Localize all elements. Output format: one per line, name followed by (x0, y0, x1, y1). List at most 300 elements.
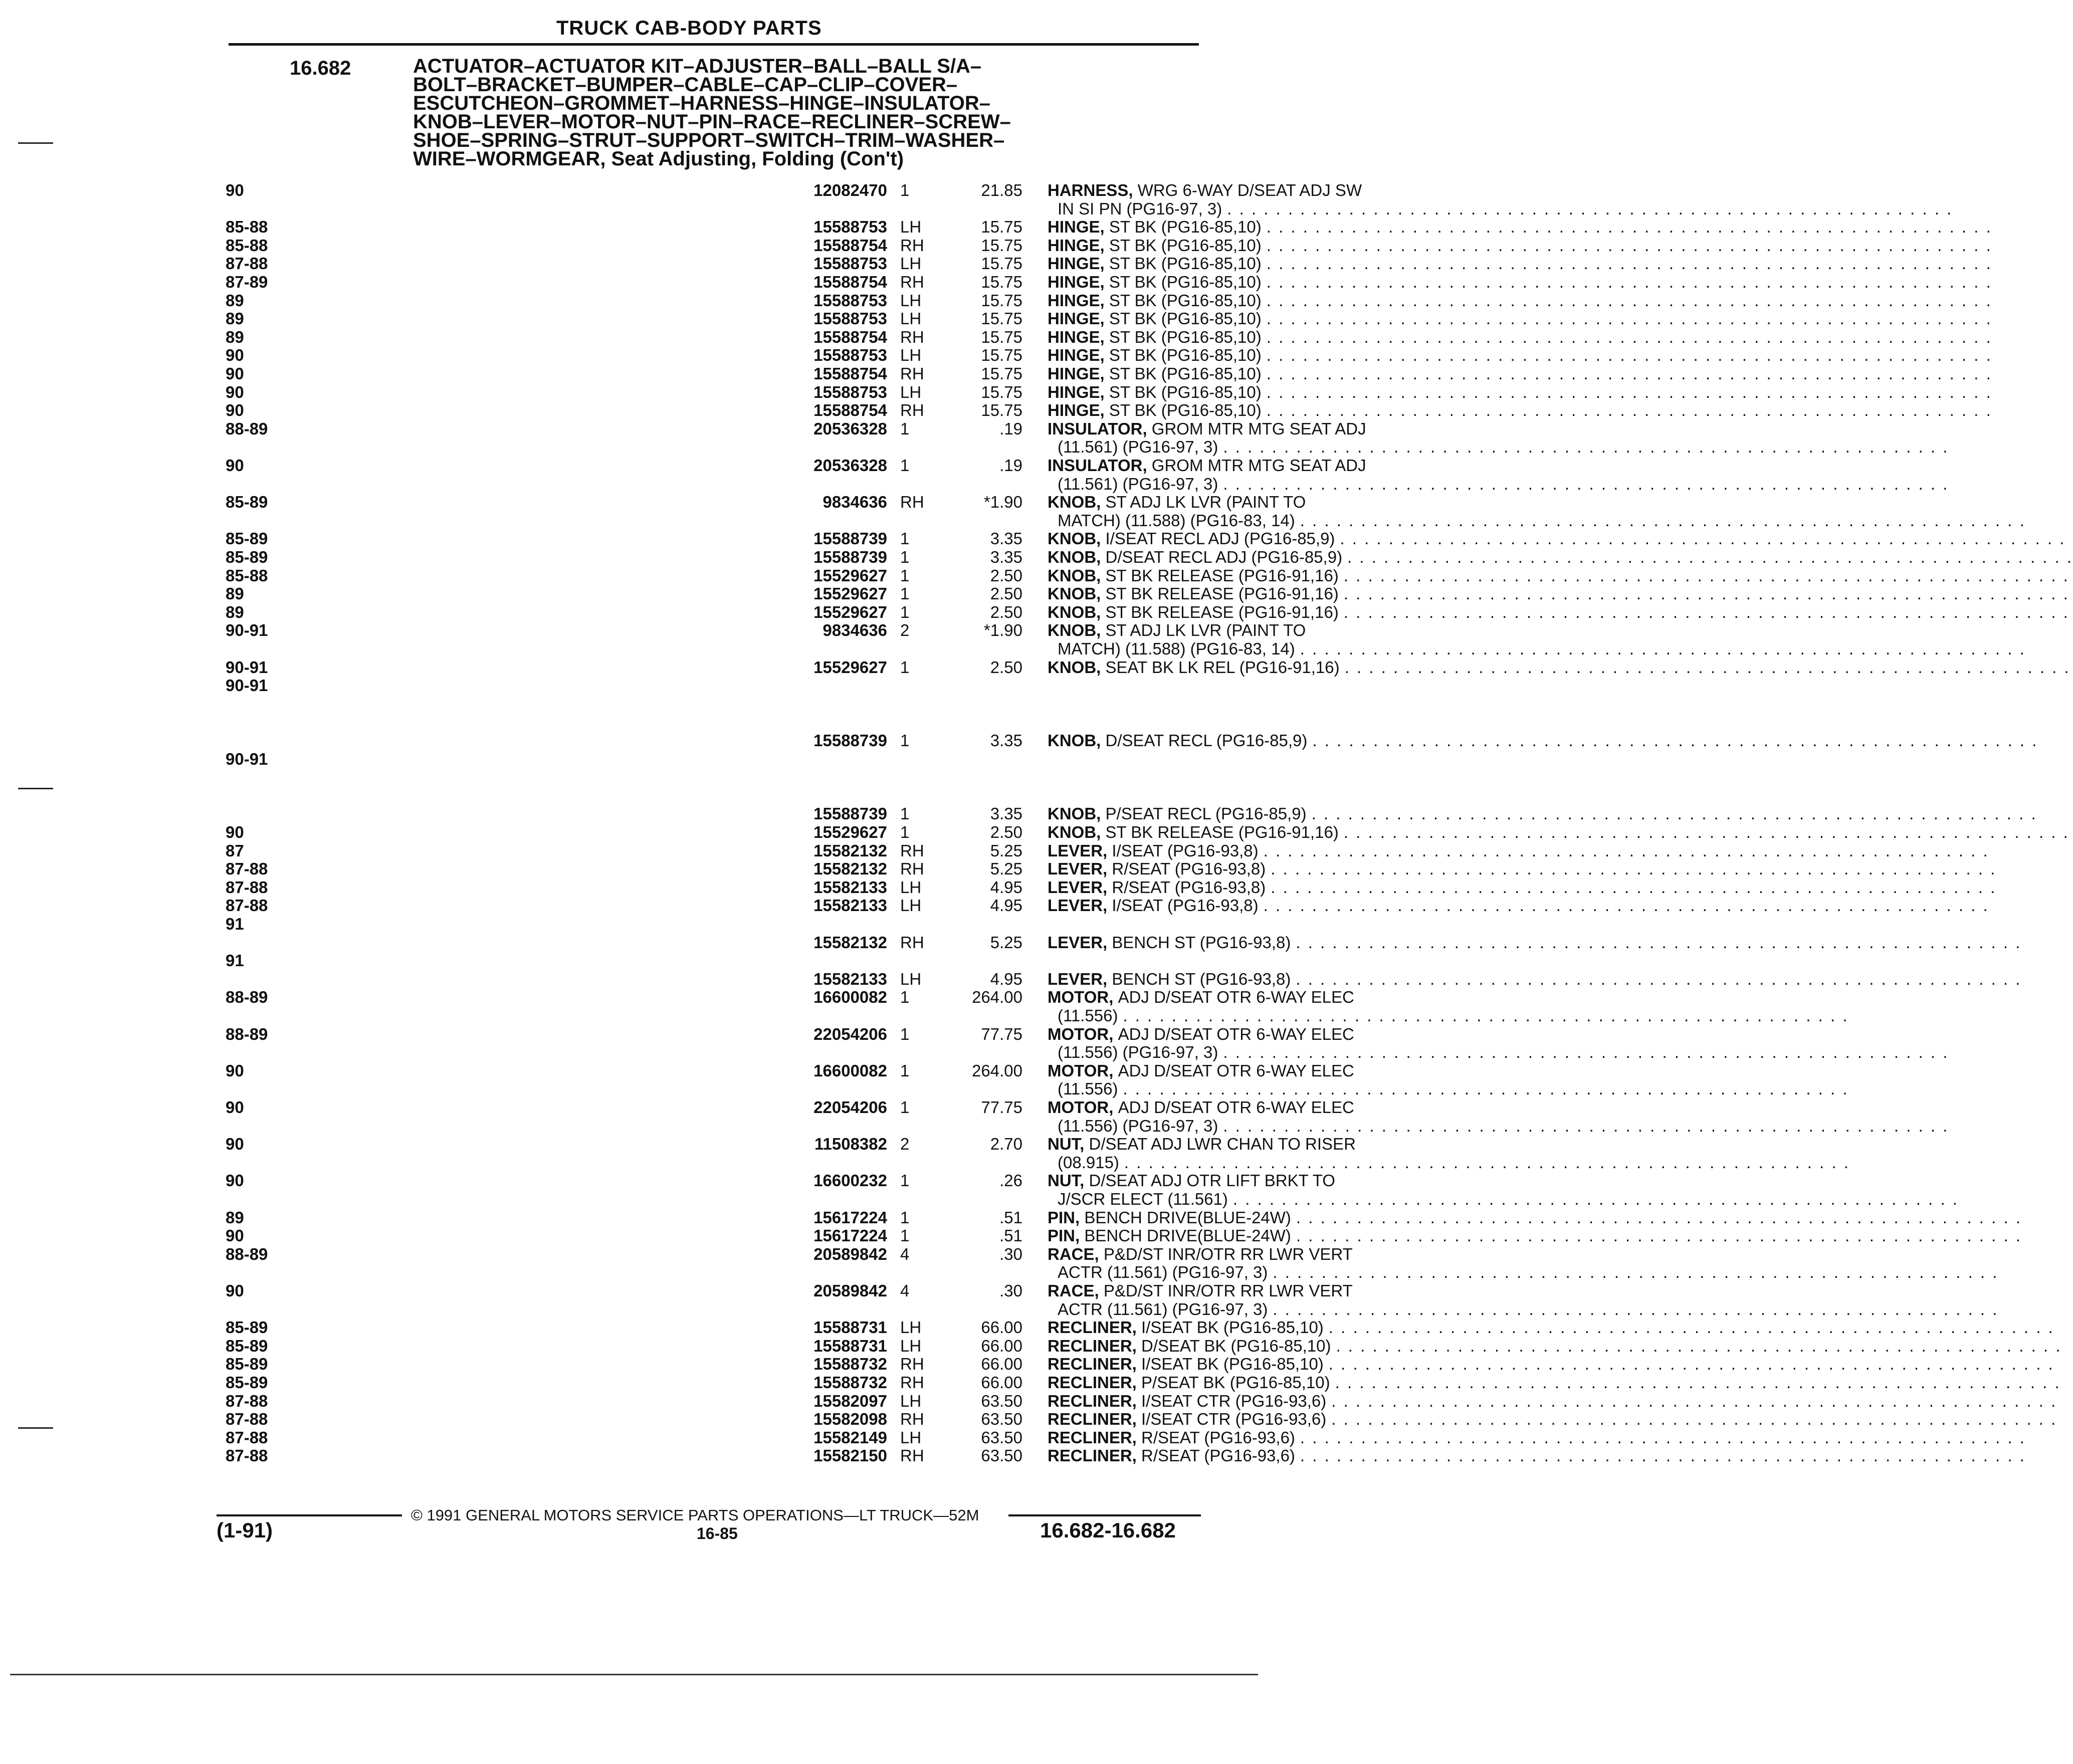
model-year: 90 (226, 1135, 244, 1154)
leader-dots: . . . . . . . . . . . . . . . . . . . . . . . . . . . . . . . . . . . . . . . . . . . . . . . . . . . . . . . . . . . . (1223, 437, 1949, 457)
model-year: 90 (226, 382, 244, 401)
description (1048, 1061, 1849, 1098)
description-text: P/SEAT BK (PG16-85,10) (1141, 1373, 1330, 1392)
leader-dots: . . . . . . . . . . . . . . . . . . . . . . . . . . . . . . . . . . . . . . . . . . . . . . . . . . . . . . . . . . . . (1271, 859, 1997, 878)
part-number: 20589842 (813, 1244, 887, 1263)
description-text: (11.556) (PG16-97, 3) (1058, 1043, 1218, 1062)
leader-dots: . . . . . . . . . . . . . . . . . . . . . . . . . . . . . . . . . . . . . . . . . . . . . . . . . . . . . . . . . . . . (1343, 566, 2069, 585)
part-noun: NUT, (1048, 1171, 1085, 1190)
price: 15.75 (981, 382, 1022, 401)
price: 63.50 (981, 1410, 1022, 1429)
model-year: 90-91 (226, 676, 268, 695)
description (1048, 877, 1997, 897)
part-number: 16600082 (813, 988, 887, 1007)
description-text: (11.556) (PG16-97, 3) (1058, 1116, 1218, 1135)
price: 15.75 (981, 327, 1022, 346)
part-number: 15582132 (813, 859, 887, 878)
description (1048, 1098, 1949, 1135)
part-number: 15582132 (813, 841, 887, 860)
price: 21.85 (981, 181, 1022, 199)
quantity: LH (900, 877, 922, 897)
description (1048, 401, 1992, 420)
description-text: (11.561) (PG16-97, 3) (1058, 437, 1218, 457)
description-text: ADJ D/SEAT OTR 6-WAY ELEC (1118, 1098, 1354, 1117)
part-row (226, 1098, 1949, 1135)
part-number: 15582149 (813, 1428, 887, 1447)
description (1048, 933, 2022, 952)
description (1048, 859, 1997, 878)
part-row (226, 1244, 1999, 1282)
part-noun: RACE, (1048, 1244, 1099, 1263)
model-year: 87-88 (226, 896, 268, 915)
model-year: 87-88 (226, 859, 268, 878)
model-year: 85-88 (226, 217, 268, 237)
description-text: (11.556) (1058, 1079, 1118, 1098)
description-text: D/SEAT RECL ADJ (PG16-85,9) (1105, 548, 1343, 566)
margin-mark (18, 142, 53, 144)
part-number: 20589842 (813, 1281, 887, 1300)
description-text: ADJ D/SEAT OTR 6-WAY ELEC (1118, 1024, 1354, 1043)
model-year: 88-89 (226, 1024, 268, 1043)
part-number: 15529627 (813, 584, 887, 603)
quantity: RH (900, 841, 924, 860)
price: 77.75 (981, 1098, 1022, 1117)
model-year: 87-89 (226, 273, 268, 291)
description (1048, 529, 2066, 548)
part-noun: KNOB, (1048, 657, 1101, 677)
part-noun: LEVER, (1048, 877, 1108, 897)
model-year: 90 (226, 1061, 244, 1080)
part-row (226, 1373, 2061, 1392)
part-row (226, 548, 2073, 567)
part-row (226, 493, 2026, 530)
price: 15.75 (981, 364, 1022, 383)
leader-dots: . . . . . . . . . . . . . . . . . . . . . . . . . . . . . . . . . . . . . . . . . . . . . . . . . . . . . . . . . . . . (1223, 1116, 1949, 1135)
price: .30 (999, 1281, 1022, 1300)
description (1048, 1135, 1850, 1172)
part-noun: HINGE, (1048, 382, 1105, 401)
part-noun: KNOB, (1048, 529, 1101, 548)
description (1048, 181, 1953, 218)
footer-section-range: 16.682-16.682 (1040, 1518, 1176, 1542)
price: 264.00 (972, 1061, 1022, 1080)
description (1048, 456, 1949, 493)
part-noun: HINGE, (1048, 254, 1105, 273)
part-noun: LEVER, (1048, 969, 1108, 988)
price: 15.75 (981, 236, 1022, 255)
price: 77.75 (981, 1024, 1022, 1043)
leader-dots: . . . . . . . . . . . . . . . . . . . . . . . . . . . . . . . . . . . . . . . . . . . . . . . . . . . . . . . . . . . . (1296, 1226, 2022, 1245)
description (1048, 602, 2069, 622)
quantity: 1 (900, 181, 910, 199)
part-number: 15582133 (813, 896, 887, 915)
price: .30 (999, 1244, 1022, 1263)
part-noun: LEVER, (1048, 896, 1108, 915)
part-number: 15582132 (813, 933, 887, 952)
description-text: WRG 6-WAY D/SEAT ADJ SW (1137, 181, 1362, 199)
price: 66.00 (981, 1373, 1022, 1392)
part-number: 15588753 (813, 309, 887, 328)
leader-dots: . . . . . . . . . . . . . . . . . . . . . . . . . . . . . . . . . . . . . . . . . . . . . . . . . . . . . . . . . . . . (1300, 511, 2026, 530)
part-row (226, 1135, 1850, 1172)
part-row (226, 401, 1992, 420)
margin-mark (18, 788, 53, 789)
model-year: 85-89 (226, 548, 268, 566)
leader-dots: . . . . . . . . . . . . . . . . . . . . . . . . . . . . . . . . . . . . . . . . . . . . . . . . . . . . . . . . . . . . (1266, 401, 1992, 420)
description (1048, 621, 2026, 658)
leader-dots: . . . . . . . . . . . . . . . . . . . . . . . . . . . . . . . . . . . . . . . . . . . . . . . . . . . . . . . . . . . . (1312, 731, 2038, 750)
description-text: I/SEAT BK (PG16-85,10) (1141, 1355, 1324, 1374)
description (1048, 1428, 2026, 1447)
leader-dots: . . . . . . . . . . . . . . . . . . . . . . . . . . . . . . . . . . . . . . . . . . . . . . . . . . . . . . . . . . . . (1232, 1189, 1959, 1208)
part-number: 15582150 (813, 1446, 887, 1465)
part-row (226, 676, 2038, 750)
price: 3.35 (990, 548, 1022, 566)
price: 15.75 (981, 401, 1022, 420)
description (1048, 988, 1849, 1025)
description-text: ST BK RELEASE (PG16-91,16) (1105, 602, 1339, 621)
price: 5.25 (990, 933, 1022, 952)
part-noun: HINGE, (1048, 364, 1105, 383)
model-year: 88-89 (226, 1244, 268, 1263)
description-text: GROM MTR MTG SEAT ADJ (1151, 456, 1366, 475)
part-row (226, 602, 2069, 622)
leader-dots: . . . . . . . . . . . . . . . . . . . . . . . . . . . . . . . . . . . . . . . . . . . . . . . . . . . . . . . . . . . . (1266, 327, 1992, 346)
quantity: 1 (900, 584, 910, 603)
leader-dots: . . . . . . . . . . . . . . . . . . . . . . . . . . . . . . . . . . . . . . . . . . . . . . . . . . . . . . . . . . . . (1266, 236, 1992, 255)
description-text: ACTR (11.561) (PG16-97, 3) (1058, 1299, 1268, 1318)
model-year: 89 (226, 584, 244, 603)
part-row (226, 1171, 1959, 1208)
model-year: 85-88 (226, 236, 268, 255)
part-row (226, 896, 1989, 915)
leader-dots: . . . . . . . . . . . . . . . . . . . . . . . . . . . . . . . . . . . . . . . . . . . . . . . . . . . . . . . . . . . . (1271, 877, 1997, 897)
quantity: 1 (900, 823, 910, 841)
leader-dots: . . . . . . . . . . . . . . . . . . . . . . . . . . . . . . . . . . . . . . . . . . . . . . . . . . . . . . . . . . . . (1266, 346, 1992, 365)
description (1048, 382, 1992, 402)
description-text: BENCH DRIVE(BLUE-24W) (1084, 1208, 1291, 1227)
model-year: 91 (226, 915, 244, 933)
part-noun: HINGE, (1048, 273, 1105, 291)
model-year: 85-89 (226, 1355, 268, 1374)
description-text: GROM MTR MTG SEAT ADJ (1151, 419, 1366, 438)
description-text: IN SI PN (PG16-97, 3) (1058, 199, 1222, 218)
price: 2.50 (990, 823, 1022, 841)
quantity: 1 (900, 731, 910, 750)
quantity: 1 (900, 1171, 910, 1190)
footer-rule-right (1008, 1514, 1201, 1516)
description-text: ST BK (PG16-85,10) (1109, 291, 1262, 310)
model-year: 85-89 (226, 1373, 268, 1392)
description-text: I/SEAT RECL ADJ (PG16-85,9) (1105, 529, 1335, 548)
description (1048, 896, 1989, 915)
part-number: 15529627 (813, 823, 887, 841)
description (1048, 1373, 2061, 1392)
part-row (226, 877, 1997, 897)
leader-dots: . . . . . . . . . . . . . . . . . . . . . . . . . . . . . . . . . . . . . . . . . . . . . . . . . . . . . . . . . . . . (1331, 1391, 2057, 1410)
part-noun: HINGE, (1048, 346, 1105, 365)
quantity: 1 (900, 1208, 910, 1227)
description-text: R/SEAT (PG16-93,8) (1112, 859, 1266, 878)
price: .26 (999, 1171, 1022, 1190)
model-year: 85-88 (226, 566, 268, 585)
quantity: 1 (900, 1061, 910, 1080)
price: 5.25 (990, 859, 1022, 878)
part-noun: HINGE, (1048, 236, 1105, 255)
leader-dots: . . . . . . . . . . . . . . . . . . . . . . . . . . . . . . . . . . . . . . . . . . . . . . . . . . . . . . . . . . . . (1300, 639, 2026, 658)
description (1048, 731, 2038, 750)
description (1048, 493, 2026, 530)
description-text: D/SEAT ADJ LWR CHAN TO RISER (1089, 1135, 1356, 1154)
quantity: LH (900, 254, 922, 273)
model-year: 90 (226, 1226, 244, 1245)
part-noun: KNOB, (1048, 731, 1101, 750)
section-title-line: SHOE–SPRING–STRUT–SUPPORT–SWITCH–TRIM–WASHER– (413, 129, 1005, 151)
description-text: BENCH ST (PG16-93,8) (1112, 933, 1291, 952)
description-text: (11.556) (1058, 1006, 1118, 1025)
part-noun: HARNESS, (1048, 181, 1133, 199)
leader-dots: . . . . . . . . . . . . . . . . . . . . . . . . . . . . . . . . . . . . . . . . . . . . . . . . . . . . . . . . . . . . (1296, 933, 2022, 952)
model-year: 87-88 (226, 1391, 268, 1410)
part-number: 15588754 (813, 236, 887, 255)
leader-dots: . . . . . . . . . . . . . . . . . . . . . . . . . . . . . . . . . . . . . . . . . . . . . . . . . . . . . . . . . . . . (1343, 602, 2069, 621)
quantity: LH (900, 291, 922, 310)
quantity: RH (900, 493, 924, 512)
part-row (226, 1061, 1849, 1098)
part-noun: KNOB, (1048, 548, 1101, 566)
description-text: I/SEAT BK (PG16-85,10) (1141, 1318, 1324, 1337)
model-year: 90 (226, 401, 244, 420)
section-title (413, 57, 1105, 168)
leader-dots: . . . . . . . . . . . . . . . . . . . . . . . . . . . . . . . . . . . . . . . . . . . . . . . . . . . . . . . . . . . . (1347, 548, 2073, 566)
part-noun: KNOB, (1048, 584, 1101, 603)
leader-dots: . . . . . . . . . . . . . . . . . . . . . . . . . . . . . . . . . . . . . . . . . . . . . . . . . . . . . . . . . . . . (1273, 1299, 1999, 1318)
part-row (226, 1410, 2057, 1429)
part-noun: LEVER, (1048, 933, 1108, 952)
model-year: 90-91 (226, 657, 268, 677)
part-noun: RECLINER, (1048, 1373, 1137, 1392)
part-number: 20536328 (813, 419, 887, 438)
leader-dots: . . . . . . . . . . . . . . . . . . . . . . . . . . . . . . . . . . . . . . . . . . . . . . . . . . . . . . . . . . . . (1300, 1428, 2026, 1447)
quantity: 1 (900, 456, 910, 475)
leader-dots: . . . . . . . . . . . . . . . . . . . . . . . . . . . . . . . . . . . . . . . . . . . . . . . . . . . . . . . . . . . . (1266, 364, 1992, 383)
description-text: ST BK RELEASE (PG16-91,16) (1105, 823, 1339, 841)
leader-dots: . . . . . . . . . . . . . . . . . . . . . . . . . . . . . . . . . . . . . . . . . . . . . . . . . . . . . . . . . . . . (1266, 273, 1992, 291)
description-text: I/SEAT (PG16-93,8) (1112, 896, 1259, 915)
description-text: I/SEAT (PG16-93,8) (1112, 841, 1259, 860)
quantity: LH (900, 969, 922, 988)
model-year: 87 (226, 841, 244, 860)
part-noun: RECLINER, (1048, 1410, 1137, 1429)
part-row (226, 382, 1992, 402)
part-number: 11508382 (814, 1135, 887, 1154)
price: 15.75 (981, 309, 1022, 328)
quantity: RH (900, 364, 924, 383)
quantity: 1 (900, 1226, 910, 1245)
part-number: 15582133 (813, 969, 887, 988)
leader-dots: . . . . . . . . . . . . . . . . . . . . . . . . . . . . . . . . . . . . . . . . . . . . . . . . . . . . . . . . . . . . (1123, 1079, 1849, 1098)
leader-dots: . . . . . . . . . . . . . . . . . . . . . . . . . . . . . . . . . . . . . . . . . . . . . . . . . . . . . . . . . . . . (1343, 823, 2069, 841)
description (1048, 236, 1992, 255)
header-rule (229, 43, 1199, 46)
description-text: D/SEAT BK (PG16-85,10) (1141, 1336, 1331, 1355)
part-noun: LEVER, (1048, 859, 1108, 878)
model-year: 87-88 (226, 877, 268, 897)
part-noun: MOTOR, (1048, 1098, 1114, 1117)
model-year: 87-88 (226, 1428, 268, 1447)
description-text: ST BK (PG16-85,10) (1109, 346, 1262, 365)
price: 2.50 (990, 584, 1022, 603)
model-year: 87-88 (226, 1446, 268, 1465)
part-noun: RECLINER, (1048, 1318, 1137, 1337)
part-number: 15588754 (813, 364, 887, 383)
description (1048, 254, 1992, 273)
part-number: 15529627 (813, 657, 887, 677)
leader-dots: . . . . . . . . . . . . . . . . . . . . . . . . . . . . . . . . . . . . . . . . . . . . . . . . . . . . . . . . . . . . (1124, 1153, 1850, 1172)
description (1048, 804, 2037, 823)
model-year: 91 (226, 951, 244, 970)
description-text: ST BK (PG16-85,10) (1109, 273, 1262, 291)
part-noun: HINGE, (1048, 291, 1105, 310)
part-noun: RECLINER, (1048, 1428, 1137, 1447)
leader-dots: . . . . . . . . . . . . . . . . . . . . . . . . . . . . . . . . . . . . . . . . . . . . . . . . . . . . . . . . . . . . (1328, 1318, 2054, 1337)
description-text: P&D/ST INR/OTR RR LWR VERT (1103, 1281, 1353, 1300)
part-row (226, 1336, 2062, 1356)
model-year: 87-88 (226, 1410, 268, 1429)
description (1048, 1336, 2062, 1356)
part-number: 15588732 (813, 1355, 887, 1374)
description (1048, 1410, 2057, 1429)
footer-rule-left (217, 1514, 402, 1516)
part-number: 15588731 (813, 1318, 887, 1337)
price: 15.75 (981, 217, 1022, 237)
description-text: ST BK (PG16-85,10) (1109, 364, 1262, 383)
price: 66.00 (981, 1355, 1022, 1374)
description (1048, 1355, 2054, 1374)
leader-dots: . . . . . . . . . . . . . . . . . . . . . . . . . . . . . . . . . . . . . . . . . . . . . . . . . . . . . . . . . . . . (1223, 474, 1949, 493)
model-year: 90 (226, 823, 244, 841)
part-row (226, 566, 2069, 585)
part-row (226, 273, 1992, 292)
description-text: ST BK (PG16-85,10) (1109, 382, 1262, 401)
price: 15.75 (981, 346, 1022, 365)
part-noun: PIN, (1048, 1208, 1080, 1227)
description (1048, 327, 1992, 347)
margin-mark (18, 1427, 53, 1429)
leader-dots: . . . . . . . . . . . . . . . . . . . . . . . . . . . . . . . . . . . . . . . . . . . . . . . . . . . . . . . . . . . . (1335, 1373, 2061, 1392)
model-year: 88-89 (226, 988, 268, 1007)
leader-dots: . . . . . . . . . . . . . . . . . . . . . . . . . . . . . . . . . . . . . . . . . . . . . . . . . . . . . . . . . . . . (1227, 199, 1953, 218)
description-text: MATCH) (11.588) (PG16-83, 14) (1058, 511, 1295, 530)
quantity: RH (900, 1446, 924, 1465)
part-noun: KNOB, (1048, 621, 1101, 640)
model-year: 90 (226, 1171, 244, 1190)
part-number: 15588754 (813, 401, 887, 420)
leader-dots: . . . . . . . . . . . . . . . . . . . . . . . . . . . . . . . . . . . . . . . . . . . . . . . . . . . . . . . . . . . . (1123, 1006, 1849, 1025)
part-row (226, 841, 1989, 860)
leader-dots: . . . . . . . . . . . . . . . . . . . . . . . . . . . . . . . . . . . . . . . . . . . . . . . . . . . . . . . . . . . . (1336, 1336, 2062, 1355)
footer-copyright: © 1991 GENERAL MOTORS SERVICE PARTS OPERATIONS—LT TRUCK—52M (411, 1506, 979, 1524)
description-text: R/SEAT (PG16-93,6) (1141, 1428, 1295, 1447)
description-text: BENCH DRIVE(BLUE-24W) (1084, 1226, 1291, 1245)
model-year: 90 (226, 1098, 244, 1117)
description-text: ST BK RELEASE (PG16-91,16) (1105, 584, 1339, 603)
part-number: 15588753 (813, 291, 887, 310)
description-text: ST BK (PG16-85,10) (1109, 309, 1262, 328)
part-number: 20536328 (813, 456, 887, 475)
part-noun: KNOB, (1048, 823, 1101, 841)
description (1048, 273, 1992, 292)
part-number: 15588754 (813, 327, 887, 346)
price: 3.35 (990, 529, 1022, 548)
part-row (226, 584, 2069, 603)
part-noun: HINGE, (1048, 327, 1105, 346)
model-year: 89 (226, 1208, 244, 1227)
description (1048, 1318, 2054, 1337)
part-noun: HINGE, (1048, 401, 1105, 420)
price: 2.50 (990, 602, 1022, 621)
description-text: ST ADJ LK LVR (PAINT TO (1105, 621, 1306, 640)
part-noun: MOTOR, (1048, 988, 1114, 1007)
model-year: 89 (226, 291, 244, 310)
leader-dots: . . . . . . . . . . . . . . . . . . . . . . . . . . . . . . . . . . . . . . . . . . . . . . . . . . . . . . . . . . . . (1266, 309, 1992, 328)
quantity: 4 (900, 1281, 910, 1300)
part-row (226, 529, 2066, 548)
page-header: TRUCK CAB-BODY PARTS (556, 17, 822, 39)
part-number: 15529627 (813, 566, 887, 585)
quantity: 1 (900, 602, 910, 621)
quantity: 1 (900, 1098, 910, 1117)
quantity: LH (900, 309, 922, 328)
quantity: 2 (900, 1135, 910, 1154)
part-row (226, 236, 1992, 255)
part-noun: INSULATOR, (1048, 419, 1147, 438)
description (1048, 1171, 1959, 1208)
price: .51 (999, 1208, 1022, 1227)
description-text: R/SEAT (PG16-93,8) (1112, 877, 1266, 897)
section-title-line: ESCUTCHEON–GROMMET–HARNESS–HINGE–INSULATOR– (413, 92, 991, 114)
model-year: 85-89 (226, 529, 268, 548)
description-text: ST BK (PG16-85,10) (1109, 236, 1262, 255)
description (1048, 657, 2070, 677)
quantity: 1 (900, 419, 910, 438)
quantity: 4 (900, 1244, 910, 1263)
part-row (226, 951, 2022, 988)
part-noun: LEVER, (1048, 841, 1108, 860)
description-text: ST ADJ LK LVR (PAINT TO (1105, 493, 1306, 512)
price: 2.50 (990, 566, 1022, 585)
footer-date-code: (1-91) (217, 1518, 273, 1542)
leader-dots: . . . . . . . . . . . . . . . . . . . . . . . . . . . . . . . . . . . . . . . . . . . . . . . . . . . . . . . . . . . . (1263, 896, 1989, 915)
part-row (226, 1391, 2057, 1411)
part-noun: NUT, (1048, 1135, 1085, 1154)
model-year: 90 (226, 346, 244, 365)
part-row (226, 364, 1992, 383)
description (1048, 969, 2022, 989)
quantity: LH (900, 1336, 922, 1355)
leader-dots: . . . . . . . . . . . . . . . . . . . . . . . . . . . . . . . . . . . . . . . . . . . . . . . . . . . . . . . . . . . . (1266, 217, 1992, 237)
price: .19 (999, 419, 1022, 438)
part-number: 9834636 (822, 493, 887, 512)
description (1048, 566, 2069, 585)
part-noun: HINGE, (1048, 309, 1105, 328)
description-text: ADJ D/SEAT OTR 6-WAY ELEC (1118, 988, 1354, 1007)
part-noun: RECLINER, (1048, 1446, 1137, 1465)
description (1048, 1391, 2057, 1411)
description (1048, 1244, 1999, 1282)
leader-dots: . . . . . . . . . . . . . . . . . . . . . . . . . . . . . . . . . . . . . . . . . . . . . . . . . . . . . . . . . . . . (1266, 382, 1992, 401)
model-year: 85-89 (226, 493, 268, 512)
